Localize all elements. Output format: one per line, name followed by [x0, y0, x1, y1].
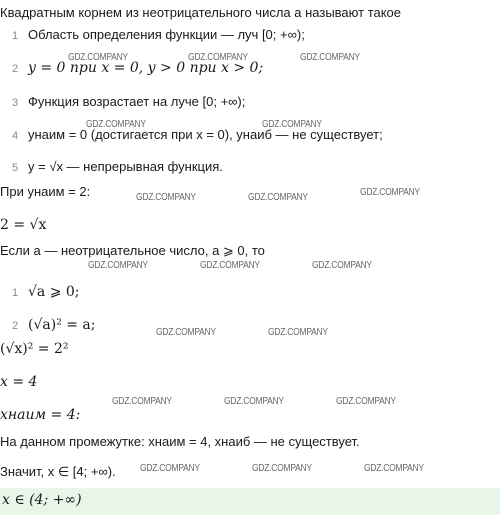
- property-1-text: Область определения функции — луч [0; +∞);: [28, 27, 305, 42]
- property-3-number: 3: [12, 97, 19, 109]
- property-5: [12, 158, 223, 177]
- property-5-number: 5: [12, 162, 19, 174]
- equation-2: (√x)² = 2²: [0, 341, 69, 357]
- equation-3: x = 4: [0, 374, 38, 390]
- when-line: При yнаим = 2:: [0, 184, 91, 199]
- property-3-text: Функция возрастает на луче [0; +∞);: [28, 94, 246, 109]
- watermark: GDZ.COMPANY: [360, 187, 420, 198]
- watermark: GDZ.COMPANY: [200, 260, 260, 271]
- equation-4: xнаим = 4:: [0, 407, 81, 423]
- property-4-number: 4: [12, 130, 19, 142]
- watermark: GDZ.COMPANY: [300, 52, 360, 63]
- equation-1: 2 = √x: [0, 217, 47, 233]
- rule-1-text: √a ⩾ 0;: [28, 284, 80, 300]
- watermark: GDZ.COMPANY: [112, 396, 172, 407]
- watermark: GDZ.COMPANY: [336, 396, 396, 407]
- watermark: GDZ.COMPANY: [136, 192, 196, 203]
- watermark: GDZ.COMPANY: [248, 192, 308, 203]
- watermark: GDZ.COMPANY: [268, 327, 328, 338]
- watermark: GDZ.COMPANY: [312, 260, 372, 271]
- property-2-text: y = 0 при x = 0, y > 0 при x > 0;: [28, 60, 264, 76]
- rule-1: [12, 283, 80, 302]
- if-line: Если a — неотрицательное число, a ⩾ 0, то: [0, 243, 265, 258]
- property-5-text: y = √x — непрерывная функция.: [28, 159, 223, 174]
- property-4-text: yнаим = 0 (достигается при x = 0), yнаиб — не существует;: [28, 127, 383, 142]
- rule-2: [12, 316, 96, 335]
- conclusion-line: Значит, x ∈ [4; +∞).: [0, 464, 116, 479]
- watermark: GDZ.COMPANY: [68, 52, 128, 63]
- rule-2-number: 2: [12, 320, 19, 332]
- rule-1-number: 1: [12, 287, 19, 299]
- watermark: GDZ.COMPANY: [364, 463, 424, 474]
- interval-line: На данном промежутке: xнаим = 4, xнаиб — не существует.: [0, 434, 360, 449]
- property-3: [12, 93, 245, 112]
- property-4: [12, 126, 383, 145]
- watermark: GDZ.COMPANY: [252, 463, 312, 474]
- watermark: GDZ.COMPANY: [224, 396, 284, 407]
- watermark: GDZ.COMPANY: [86, 119, 146, 130]
- watermark: GDZ.COMPANY: [262, 119, 322, 130]
- watermark: GDZ.COMPANY: [156, 327, 216, 338]
- property-2-number: 2: [12, 63, 19, 75]
- watermark: GDZ.COMPANY: [188, 52, 248, 63]
- watermark: GDZ.COMPANY: [88, 260, 148, 271]
- intro-line: Квадратным корнем из неотрицательного числа a называют такое: [0, 5, 402, 20]
- answer-line: x ∈ (4; +∞): [2, 492, 82, 508]
- property-1-number: 1: [12, 30, 19, 42]
- watermark: GDZ.COMPANY: [140, 463, 200, 474]
- property-1: [12, 26, 305, 45]
- rule-2-text: (√a)² = a;: [28, 317, 96, 333]
